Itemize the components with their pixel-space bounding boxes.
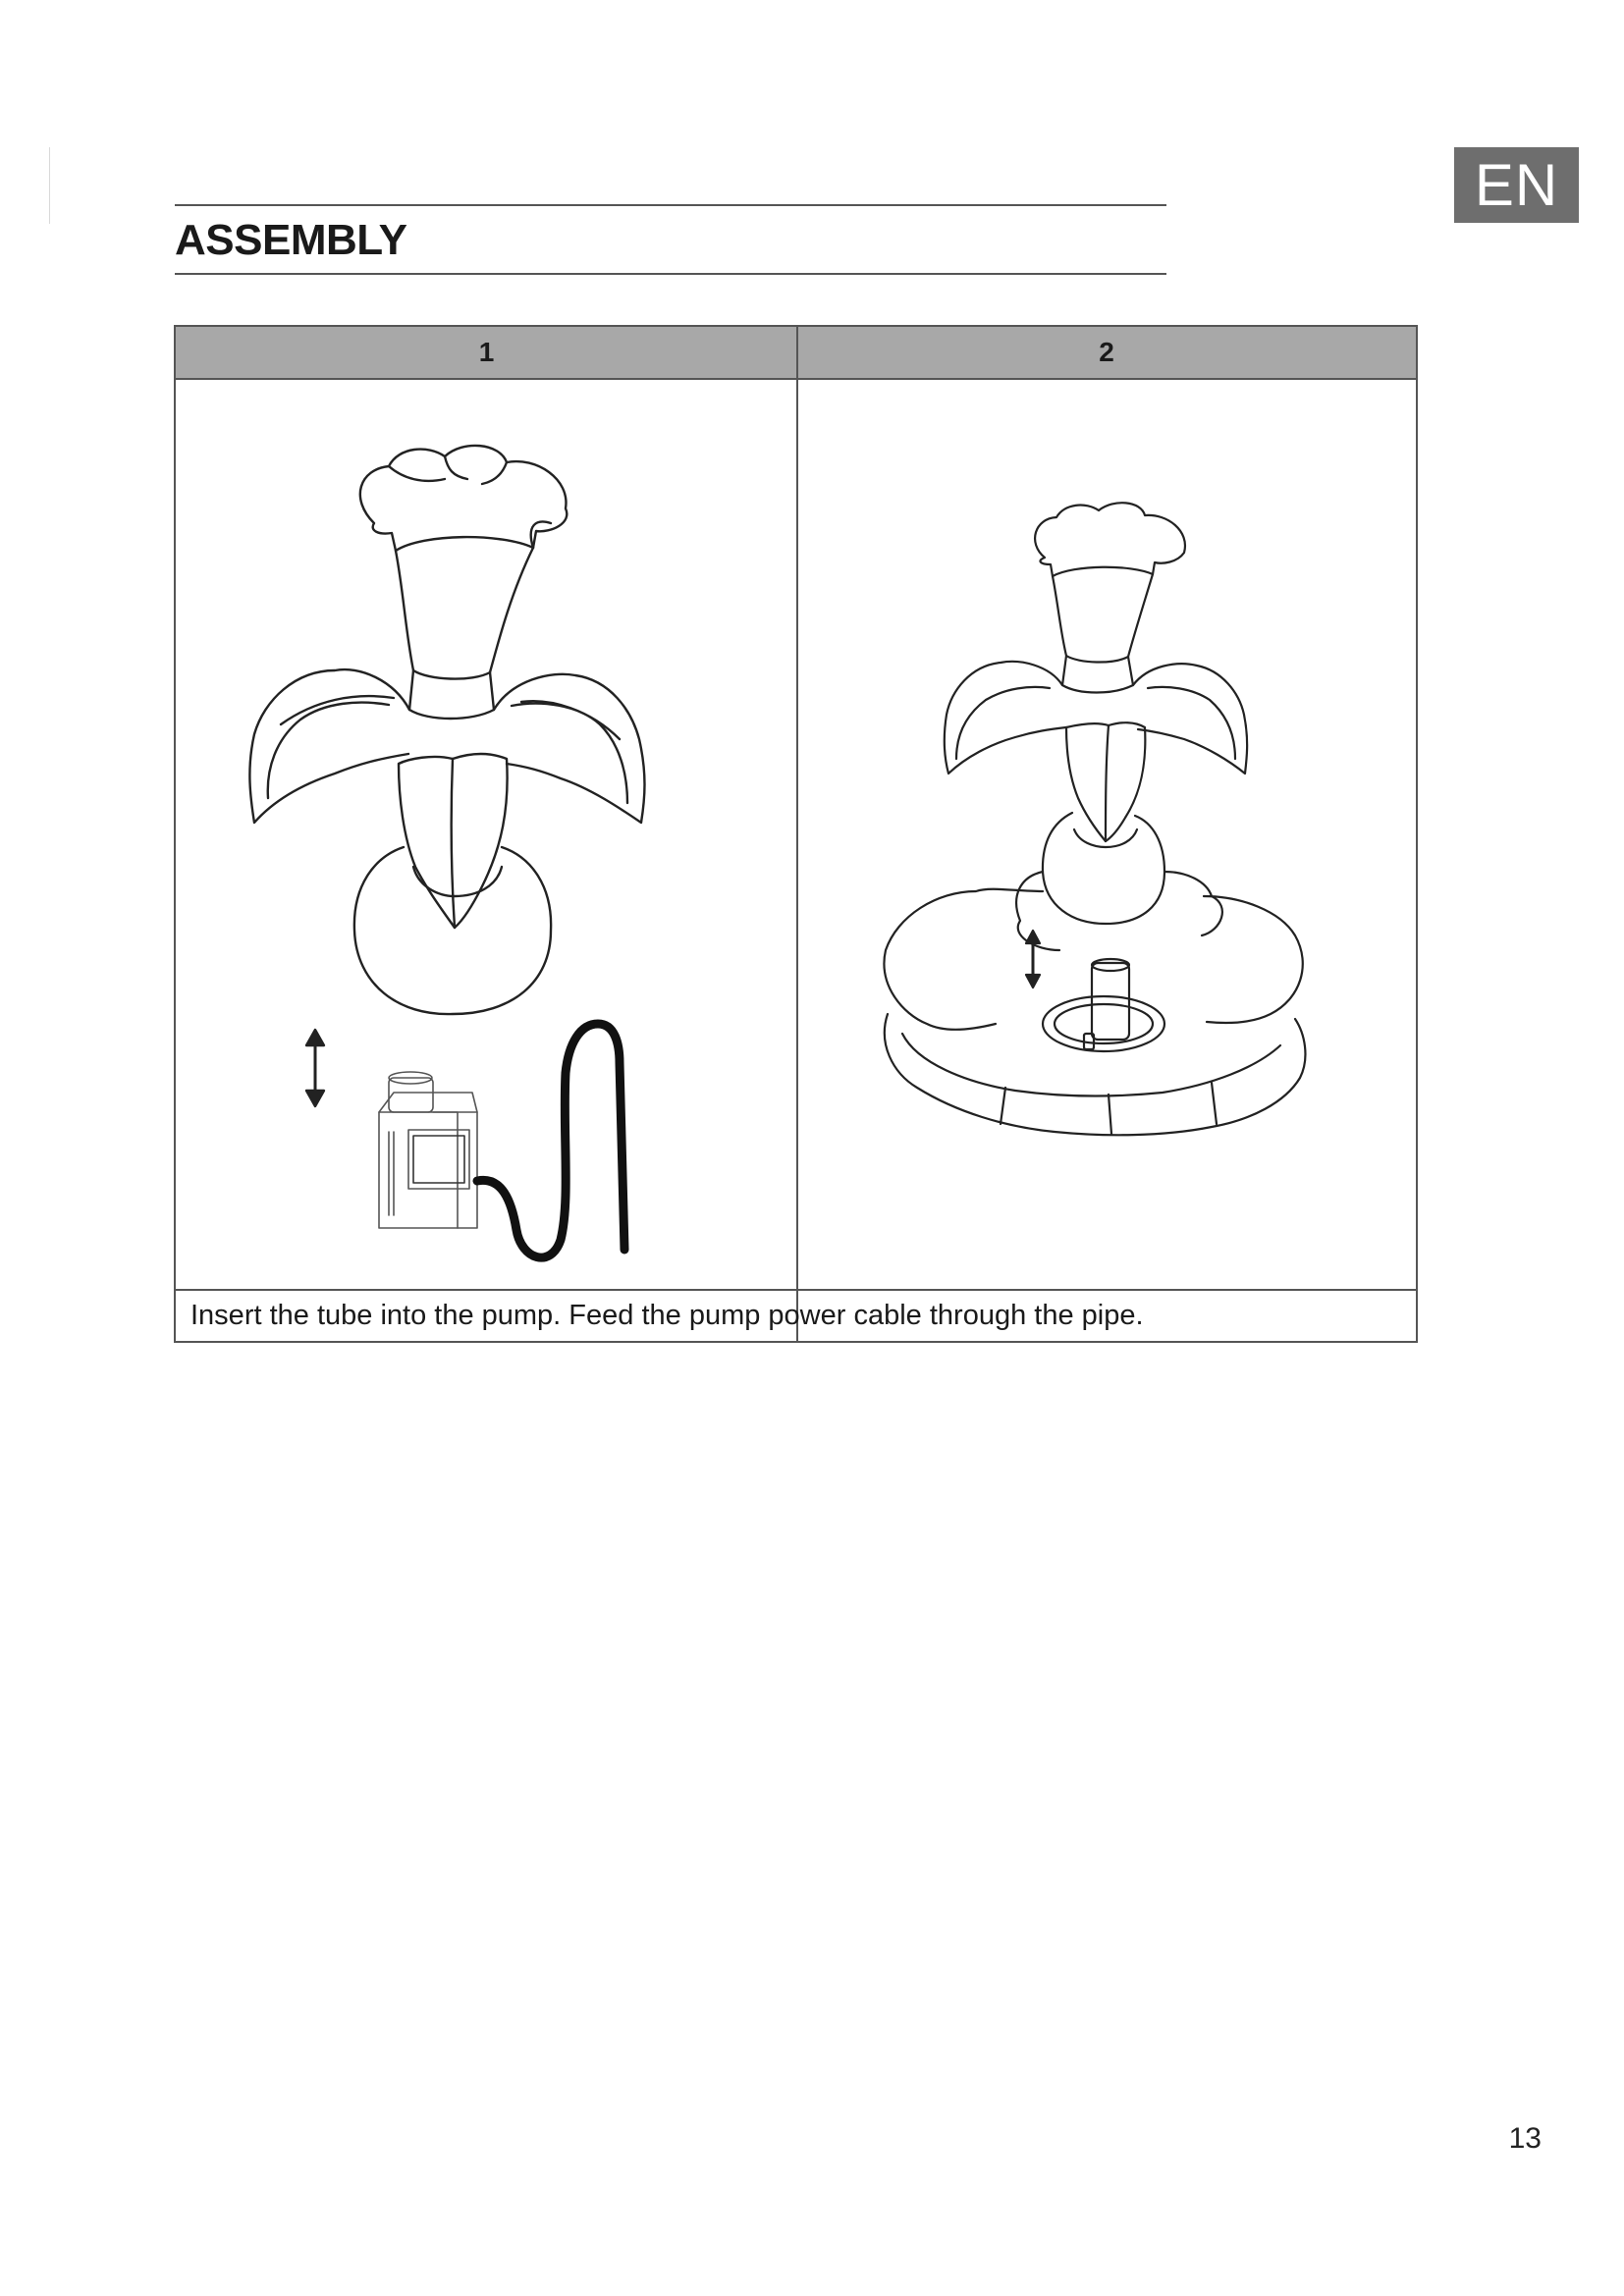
step-1-header: 1 — [176, 327, 797, 380]
assembly-table — [174, 325, 1418, 1343]
step-2-header: 2 — [797, 327, 1416, 380]
basin-front — [885, 1014, 1306, 1135]
language-badge: EN — [1454, 147, 1579, 223]
power-cable — [477, 1024, 624, 1257]
step-1-illustration — [188, 386, 786, 1284]
flower-crown — [360, 446, 568, 551]
step-2-illustration — [809, 386, 1408, 1284]
margin-tick — [49, 147, 50, 224]
page-number: 13 — [1508, 2122, 1542, 2155]
pump-tube — [1092, 963, 1129, 1040]
right-leaf — [1133, 664, 1247, 774]
flower-crown — [1035, 503, 1185, 576]
left-leaf — [945, 662, 1066, 774]
fountain-neck — [396, 548, 533, 679]
column-divider — [796, 327, 798, 1341]
step-caption: Insert the tube into the pump. Feed the pump power cable through the pipe. — [190, 1300, 1144, 1331]
title-rule-bottom — [175, 273, 1166, 275]
basin-back — [1016, 872, 1222, 950]
pump — [379, 1072, 477, 1228]
right-leaf — [494, 674, 645, 823]
left-leaf — [249, 669, 409, 823]
section-title: ASSEMBLY — [175, 216, 407, 264]
title-rule-top — [175, 204, 1166, 206]
fountain-base — [1043, 813, 1164, 924]
